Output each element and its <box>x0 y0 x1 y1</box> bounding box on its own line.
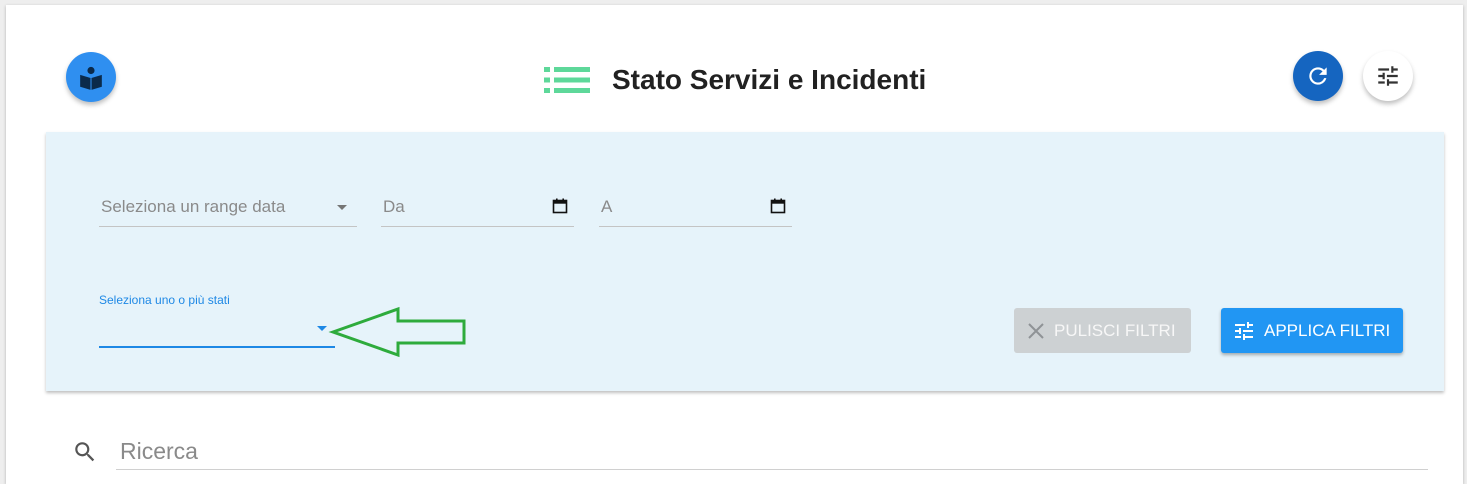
page-header <box>544 60 926 100</box>
annotation-arrow-icon <box>328 306 468 358</box>
date-from-field[interactable] <box>381 194 574 227</box>
calendar-icon[interactable] <box>770 198 786 214</box>
filter-panel <box>46 132 1444 391</box>
refresh-button[interactable] <box>1293 51 1343 101</box>
date-from-placeholder: Da <box>383 197 405 216</box>
date-to-placeholder: A <box>601 197 613 216</box>
status-select-label: Seleziona uno o più stati <box>99 293 230 307</box>
chevron-down-icon[interactable] <box>317 326 327 331</box>
status-multiselect[interactable] <box>99 312 335 348</box>
page-title: Stato Servizi e Incidenti <box>612 64 927 95</box>
clear-filters-button[interactable] <box>1014 308 1191 353</box>
refresh-icon <box>1305 63 1331 89</box>
main-card <box>6 5 1463 484</box>
book-reader-icon <box>78 64 104 90</box>
clear-filters-label: PULISCI FILTRI <box>1054 320 1176 340</box>
date-range-placeholder: Seleziona un range data <box>101 197 286 216</box>
tune-icon <box>1232 319 1256 343</box>
close-icon <box>1026 321 1046 341</box>
tune-icon <box>1375 63 1401 89</box>
date-to-field[interactable] <box>599 194 792 227</box>
help-button[interactable] <box>66 52 116 102</box>
list-icon <box>544 66 590 94</box>
search-icon <box>72 439 98 465</box>
chevron-down-icon <box>337 205 347 210</box>
filters-toggle-button[interactable] <box>1363 51 1413 101</box>
apply-filters-label: APPLICA FILTRI <box>1264 320 1391 340</box>
apply-filters-button[interactable] <box>1221 308 1403 353</box>
calendar-icon[interactable] <box>552 198 568 214</box>
search-input[interactable] <box>116 433 1428 470</box>
date-range-select[interactable] <box>99 194 357 227</box>
